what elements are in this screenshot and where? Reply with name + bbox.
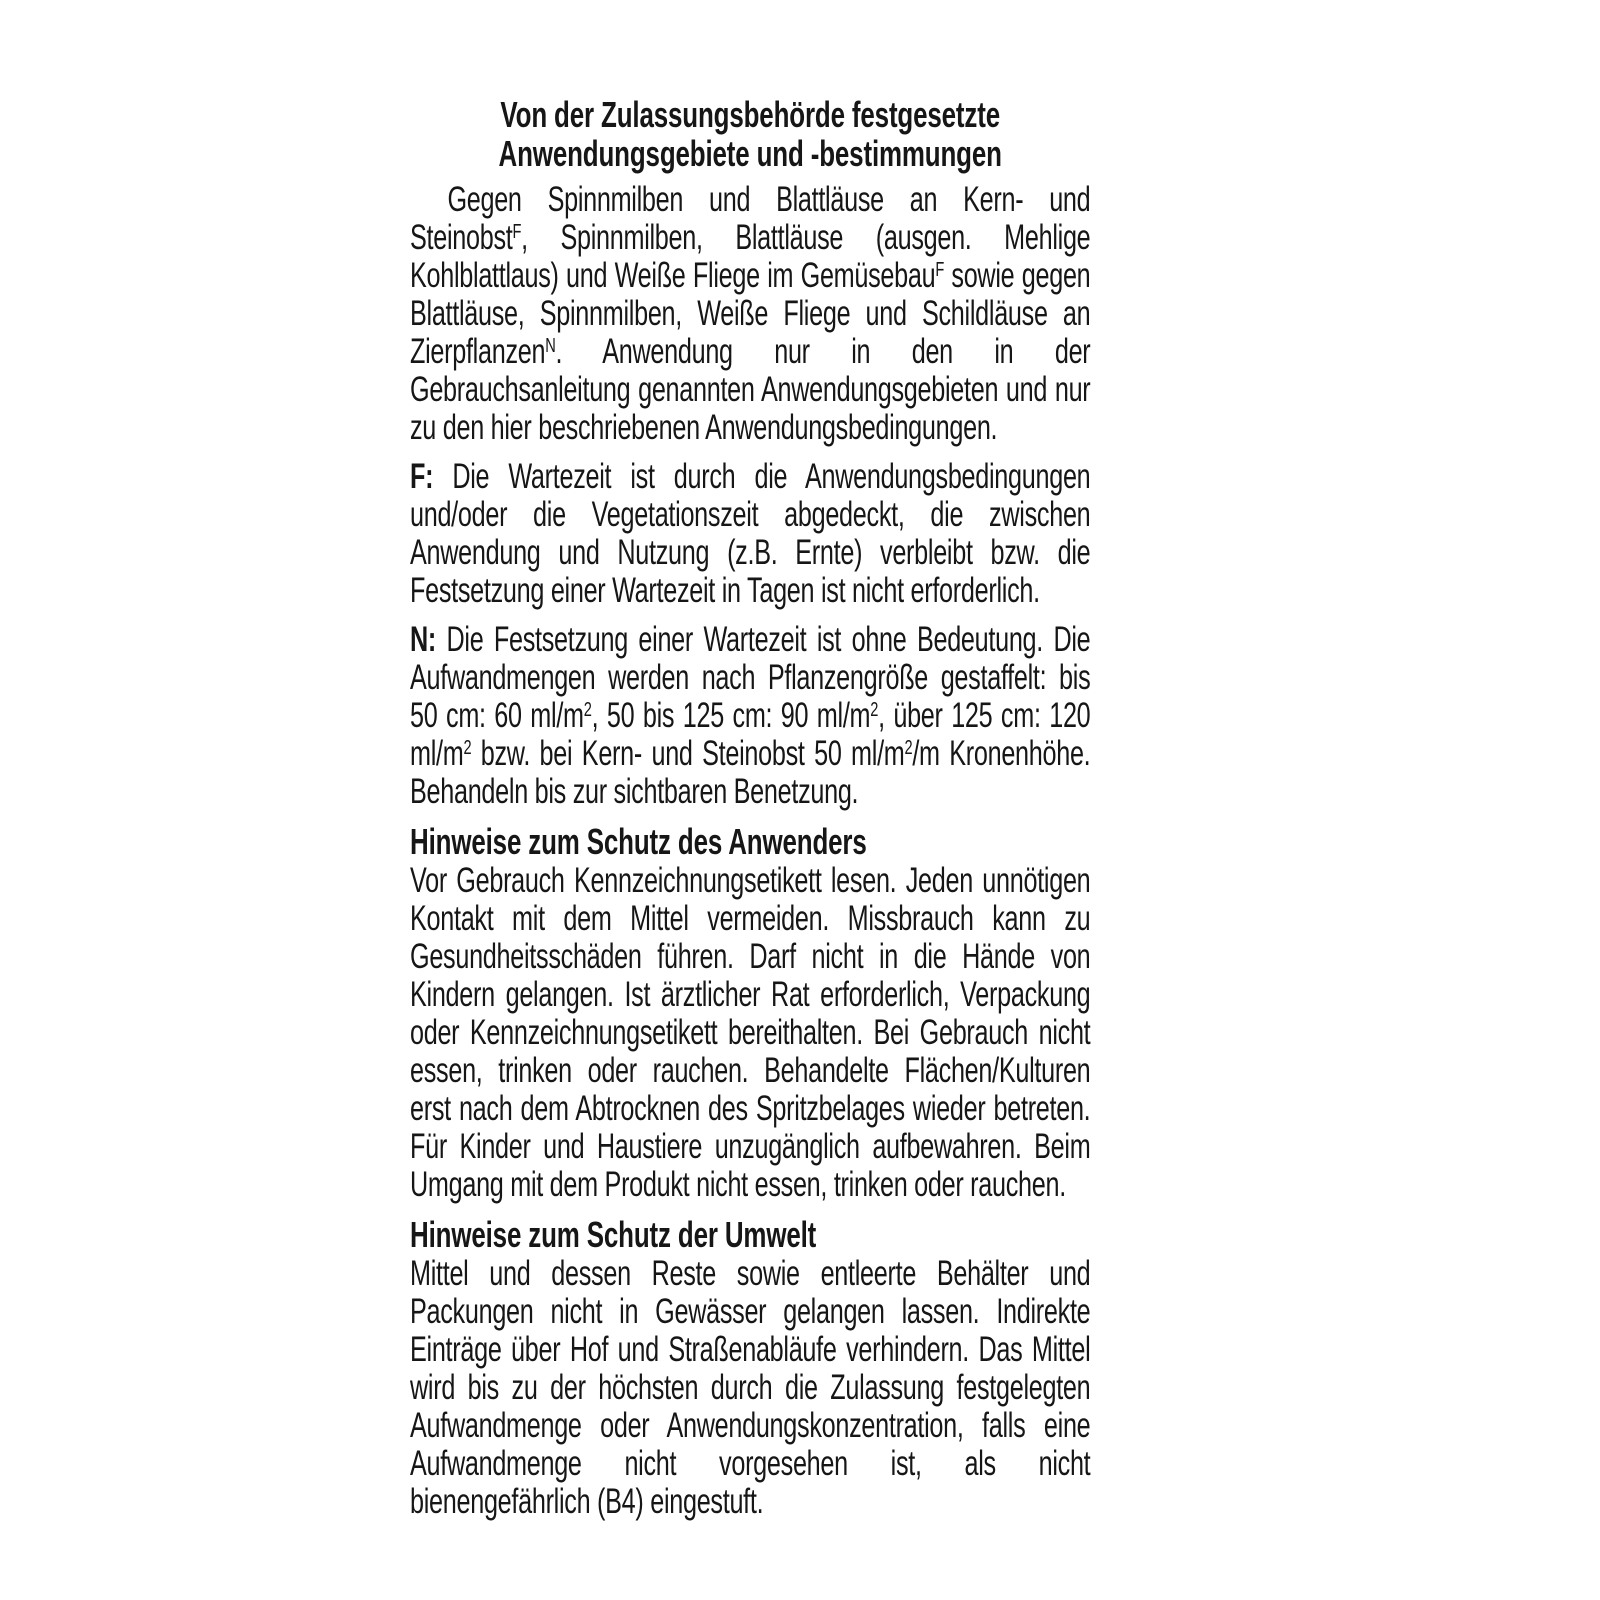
paragraph: [410, 181, 1090, 447]
text-run: F:: [410, 457, 434, 496]
text-run: Mittel und dessen Reste sowie entleerte Behälter und Packungen nicht in Gewässer gelangen lassen. Indirekte Einträge über Hof und Straßenabläufe verhindern. Das Mittel wird bis zu der höchsten durch die Zulassung festgelegten Aufwandmenge oder Anwendungskonzentration, falls eine Aufwandmenge nicht vorgesehen ist, als nicht bienengefährlich (B4) eingestuft.: [410, 1254, 1091, 1521]
superscript: 2: [870, 699, 879, 721]
superscript: F: [512, 221, 522, 243]
title-line-1: Von der Zulassungsbehörde festgesetzte: [500, 94, 1000, 135]
superscript: F: [935, 259, 944, 281]
superscript: N: [545, 335, 556, 357]
paragraph: [410, 621, 1090, 811]
title-line-2: Anwendungsgebiete und -bestimmungen: [498, 133, 1002, 174]
text-run: . Anwendung nur in den in der Gebrauchsanleitung genannten Anwendungsgebieten und nur zu den hier beschriebenen Anwendungsbedingungen.: [410, 332, 1091, 447]
superscript: 2: [904, 737, 913, 759]
label-text-column: [410, 95, 1090, 1532]
paragraph: [410, 862, 1090, 1204]
text-run: Die Wartezeit ist durch die Anwendungsbedingungen und/oder die Vegetationszeit abgedeckt, die zwischen Anwendung und Nutzung (z.B. Ernte) verbleibt bzw. die Festsetzung einer Wartezeit in Tagen ist nicht erforderlich.: [410, 457, 1091, 610]
text-run: bzw. bei Kern- und Steinobst 50 ml/m: [471, 734, 905, 773]
paragraph: [410, 1255, 1090, 1521]
text-run: N:: [410, 620, 437, 659]
section-heading: Hinweise zum Schutz der Umwelt: [410, 1214, 817, 1255]
section-heading: Hinweise zum Schutz des Anwenders: [410, 821, 867, 862]
text-run: , über 125 cm: 120 ml/m: [410, 696, 1091, 773]
text-run: sowie gegen Blattläuse, Spinnmilben, Weiße Fliege und Schildläuse an Zierpflanzen: [410, 256, 1091, 371]
sections-container: [410, 181, 1090, 1521]
text-run: , Spinnmilben, Blattläuse (ausgen. Mehlige Kohlblattlaus) und Weiße Fliege im Gemüsebau: [410, 218, 1091, 295]
text-run: Die Festsetzung einer Wartezeit ist ohne Bedeutung. Die Aufwandmengen werden nach Pflanzengröße gestaffelt: bis 50 cm: 60 ml/m: [410, 620, 1091, 735]
paragraph: [410, 458, 1090, 610]
text-run: Vor Gebrauch Kennzeichnungsetikett lesen. Jeden unnötigen Kontakt mit dem Mittel vermeiden. Missbrauch kann zu Gesundheitsschäden führen. Darf nicht in die Hände von Kindern gelangen. Ist ärztlicher Rat erforderlich, Verpackung oder Kennzeichnungsetikett bereithalten. Bei Gebrauch nicht essen, trinken oder rauchen. Behandelte Flächen/Kulturen erst nach dem Abtrocknen des Spritzbelages wieder betreten. Für Kinder und Haustiere unzugänglich aufbewahren. Beim Umgang mit dem Produkt nicht essen, trinken oder rauchen.: [410, 861, 1091, 1204]
superscript: 2: [583, 699, 592, 721]
superscript: 2: [463, 737, 472, 759]
text-run: Gegen Spinnmilben und Blattläuse an Kern- und Steinobst: [410, 180, 1091, 257]
text-run: , 50 bis 125 cm: 90 ml/m: [591, 696, 871, 735]
document-title: [410, 95, 1090, 173]
text-run: /m Kronenhöhe. Behandeln bis zur sichtbaren Benetzung.: [410, 734, 1091, 811]
